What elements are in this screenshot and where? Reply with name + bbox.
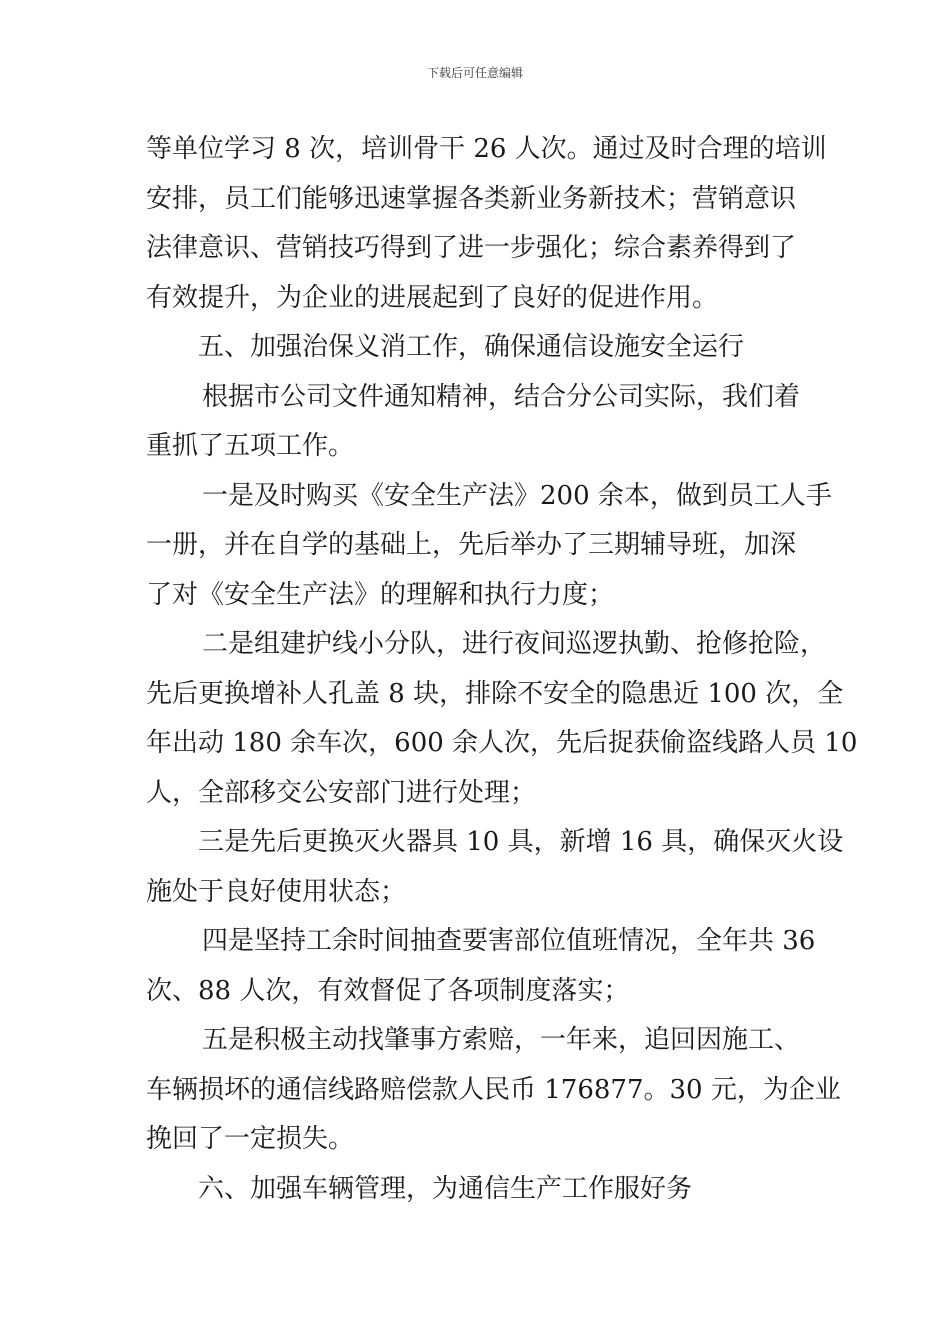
section-heading-six: 六、加强车辆管理，为通信生产工作服好务	[198, 1173, 693, 1204]
text-line: 有效提升，为企业的进展起到了良好的促进作用。	[146, 282, 719, 313]
page-header-note: 下载后可任意编辑	[426, 66, 523, 80]
text-line: 人，全部移交公安部门进行处理；	[146, 777, 537, 808]
text-line: 法律意识、营销技巧得到了进一步强化；综合素养得到了	[146, 233, 797, 263]
text-line: 安排，员工们能够迅速掌握各类新业务新技术；营销意识	[146, 183, 797, 214]
text-line: 二是组建护线小分队，进行夜间巡逻执勤、抢修抢险，	[202, 629, 827, 659]
text-line: 五是积极主动找肇事方索赔，一年来，追回因施工、	[202, 1025, 801, 1055]
text-line: 施处于良好使用状态；	[146, 876, 407, 907]
text-line: 挽回了一定损失。	[146, 1124, 355, 1154]
text-line: 年出动 180 余车次，600 余人次，先后捉获偷盗线路人员 10	[146, 728, 858, 758]
document-body	[146, 125, 858, 1214]
text-line: 车辆损坏的通信线路赔偿款人民币 176877。30 元，为企业	[146, 1074, 841, 1105]
text-line: 一册，并在自学的基础上，先后举办了三期辅导班，加深	[146, 530, 797, 560]
section-heading-five: 五、加强治保义消工作，确保通信设施安全运行	[198, 332, 745, 362]
text-line: 三是先后更换灭火器具 10 具，新增 16 具，确保灭火设	[198, 827, 844, 857]
text-line: 根据市公司文件通知精神，结合分公司实际，我们着	[202, 381, 801, 412]
text-line: 先后更换增补人孔盖 8 块，排除不安全的隐患近 100 次，全	[146, 678, 844, 709]
text-line: 了对《安全生产法》的理解和执行力度；	[146, 579, 615, 610]
text-line: 等单位学习 8 次，培训骨干 26 人次。通过及时合理的培训	[146, 134, 827, 164]
text-line: 重抓了五项工作。	[146, 431, 355, 461]
text-line: 四是坚持工余时间抽查要害部位值班情况，全年共 36	[202, 926, 816, 956]
text-line: 一是及时购买《安全生产法》200 余本，做到员工人手	[202, 480, 832, 511]
text-line: 次、88 人次，有效督促了各项制度落实；	[146, 975, 630, 1006]
